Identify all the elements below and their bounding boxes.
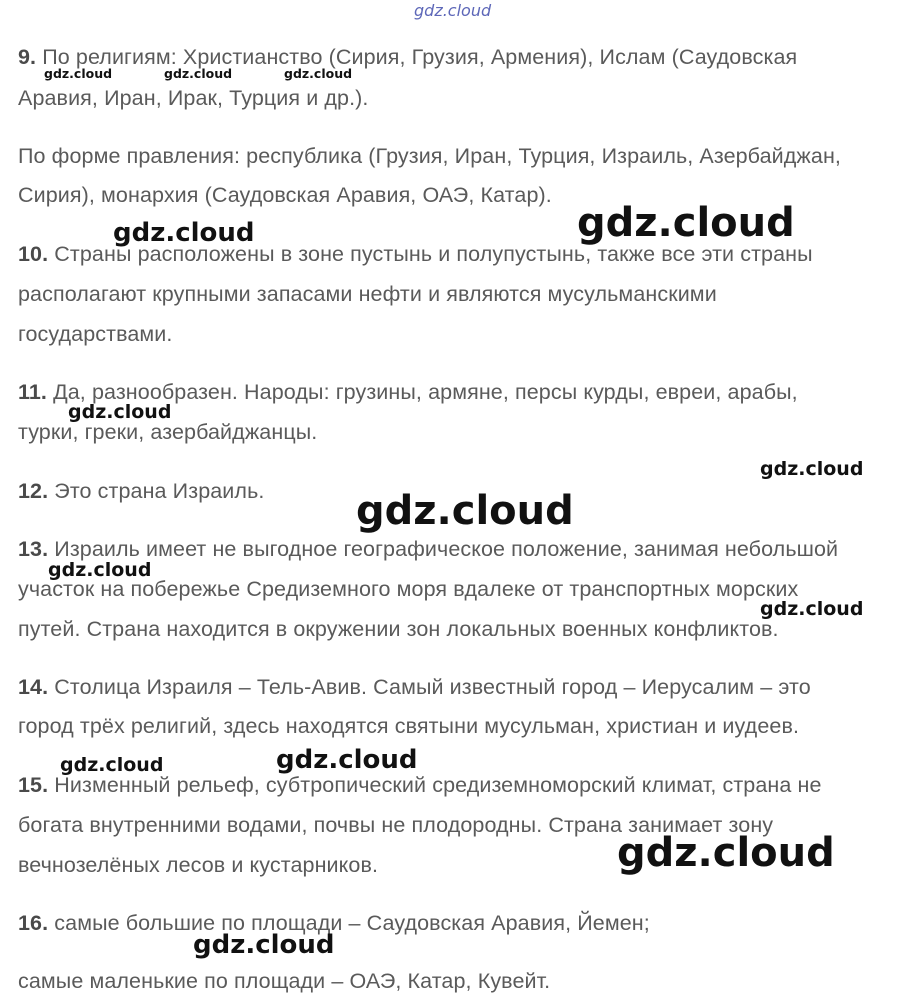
watermark: gdz.cloud [276,745,418,775]
watermark: gdz.cloud [193,930,335,960]
answer-10-text-3: государствами. [18,322,173,346]
answer-13-text-2: участок на побережье Средиземного моря вдалеке от транспортных морских [18,577,799,601]
answer-9-line-1 [18,47,797,69]
answer-16-number: 16. [18,911,49,935]
answer-10-text-2: располагают крупными запасами нефти и являются мусульманскими [18,282,717,306]
answer-14-line-1 [18,677,811,699]
watermark: gdz.cloud [44,66,113,81]
watermark-top: gdz.cloud [414,1,492,20]
watermark: gdz.cloud [356,488,574,534]
watermark: gdz.cloud [760,598,864,620]
answer-14-number: 14. [18,675,49,699]
government-line-1 [18,146,841,168]
answer-12-number: 12. [18,479,49,503]
watermark: gdz.cloud [48,559,152,581]
answer-11-text-1: Да, разнообразен. Народы: грузины, армяне, персы курды, евреи, арабы, [53,380,798,404]
answer-13-text-3: путей. Страна находится в окружении зон локальных военных конфликтов. [18,617,779,641]
answer-11-number: 11. [18,380,48,404]
answer-9-number: 9. [18,45,37,69]
answer-15-number: 15. [18,773,49,797]
answer-16-text-1: самые большие по площади – Саудовская Аравия, Йемен; [54,911,650,935]
watermark: gdz.cloud [60,754,164,776]
answer-16-line-2 [18,971,550,993]
watermark: gdz.cloud [68,401,172,423]
answer-15-text-2: богата внутренними водами, почвы не плодородны. Страна занимает зону [18,813,774,837]
answer-14-text-1: Столица Израиля – Тель-Авив. Самый известный город – Иерусалим – это [54,675,811,699]
government-text-2: Сирия), монархия (Саудовская Аравия, ОАЭ, Катар). [18,183,552,207]
answer-9-text-2: Аравия, Иран, Ирак, Турция и др.). [18,86,369,110]
answer-14-text-2: город трёх религий, здесь находятся святыни мусульман, христиан и иудеев. [18,714,800,738]
government-text-1: По форме правления: республика (Грузия, Иран, Турция, Израиль, Азербайджан, [18,144,841,168]
answer-12-text-1: Это страна Израиль. [54,479,265,503]
answer-11-text-2: турки, греки, азербайджанцы. [18,420,318,444]
answer-13-number: 13. [18,537,49,561]
answer-16-text-2: самые маленькие по площади – ОАЭ, Катар, Кувейт. [18,969,551,993]
watermark: gdz.cloud [760,458,864,480]
answer-15-line-1 [18,775,822,797]
answer-9-text-1: По религиям: Христианство (Сирия, Грузия, Армения), Ислам (Саудовская [42,45,798,69]
answer-10-text-1: Страны расположены в зоне пустынь и полупустынь, также все эти страны [54,242,813,266]
answer-13-line-2 [18,579,798,601]
answer-12-line-1 [18,481,264,503]
answer-11-line-2 [18,422,317,444]
answer-15-text-1: Низменный рельеф, субтропический средиземноморский климат, страна не [54,773,822,797]
watermark: gdz.cloud [164,66,233,81]
government-line-2 [18,185,552,207]
answer-10-line-3 [18,324,172,346]
answer-10-line-2 [18,284,717,306]
answer-9-line-2 [18,88,369,110]
answer-13-line-3 [18,619,779,641]
answer-15-line-3 [18,855,378,877]
answer-10-number: 10. [18,242,49,266]
watermark: gdz.cloud [617,830,835,876]
answer-13-line-1 [18,539,838,561]
watermark: gdz.cloud [577,200,795,246]
answer-14-line-2 [18,716,799,738]
watermark: gdz.cloud [113,218,255,248]
answer-13-text-1: Израиль имеет не выгодное географическое положение, занимая небольшой [54,537,839,561]
watermark: gdz.cloud [284,66,353,81]
answer-15-text-3: вечнозелёных лесов и кустарников. [18,853,379,877]
